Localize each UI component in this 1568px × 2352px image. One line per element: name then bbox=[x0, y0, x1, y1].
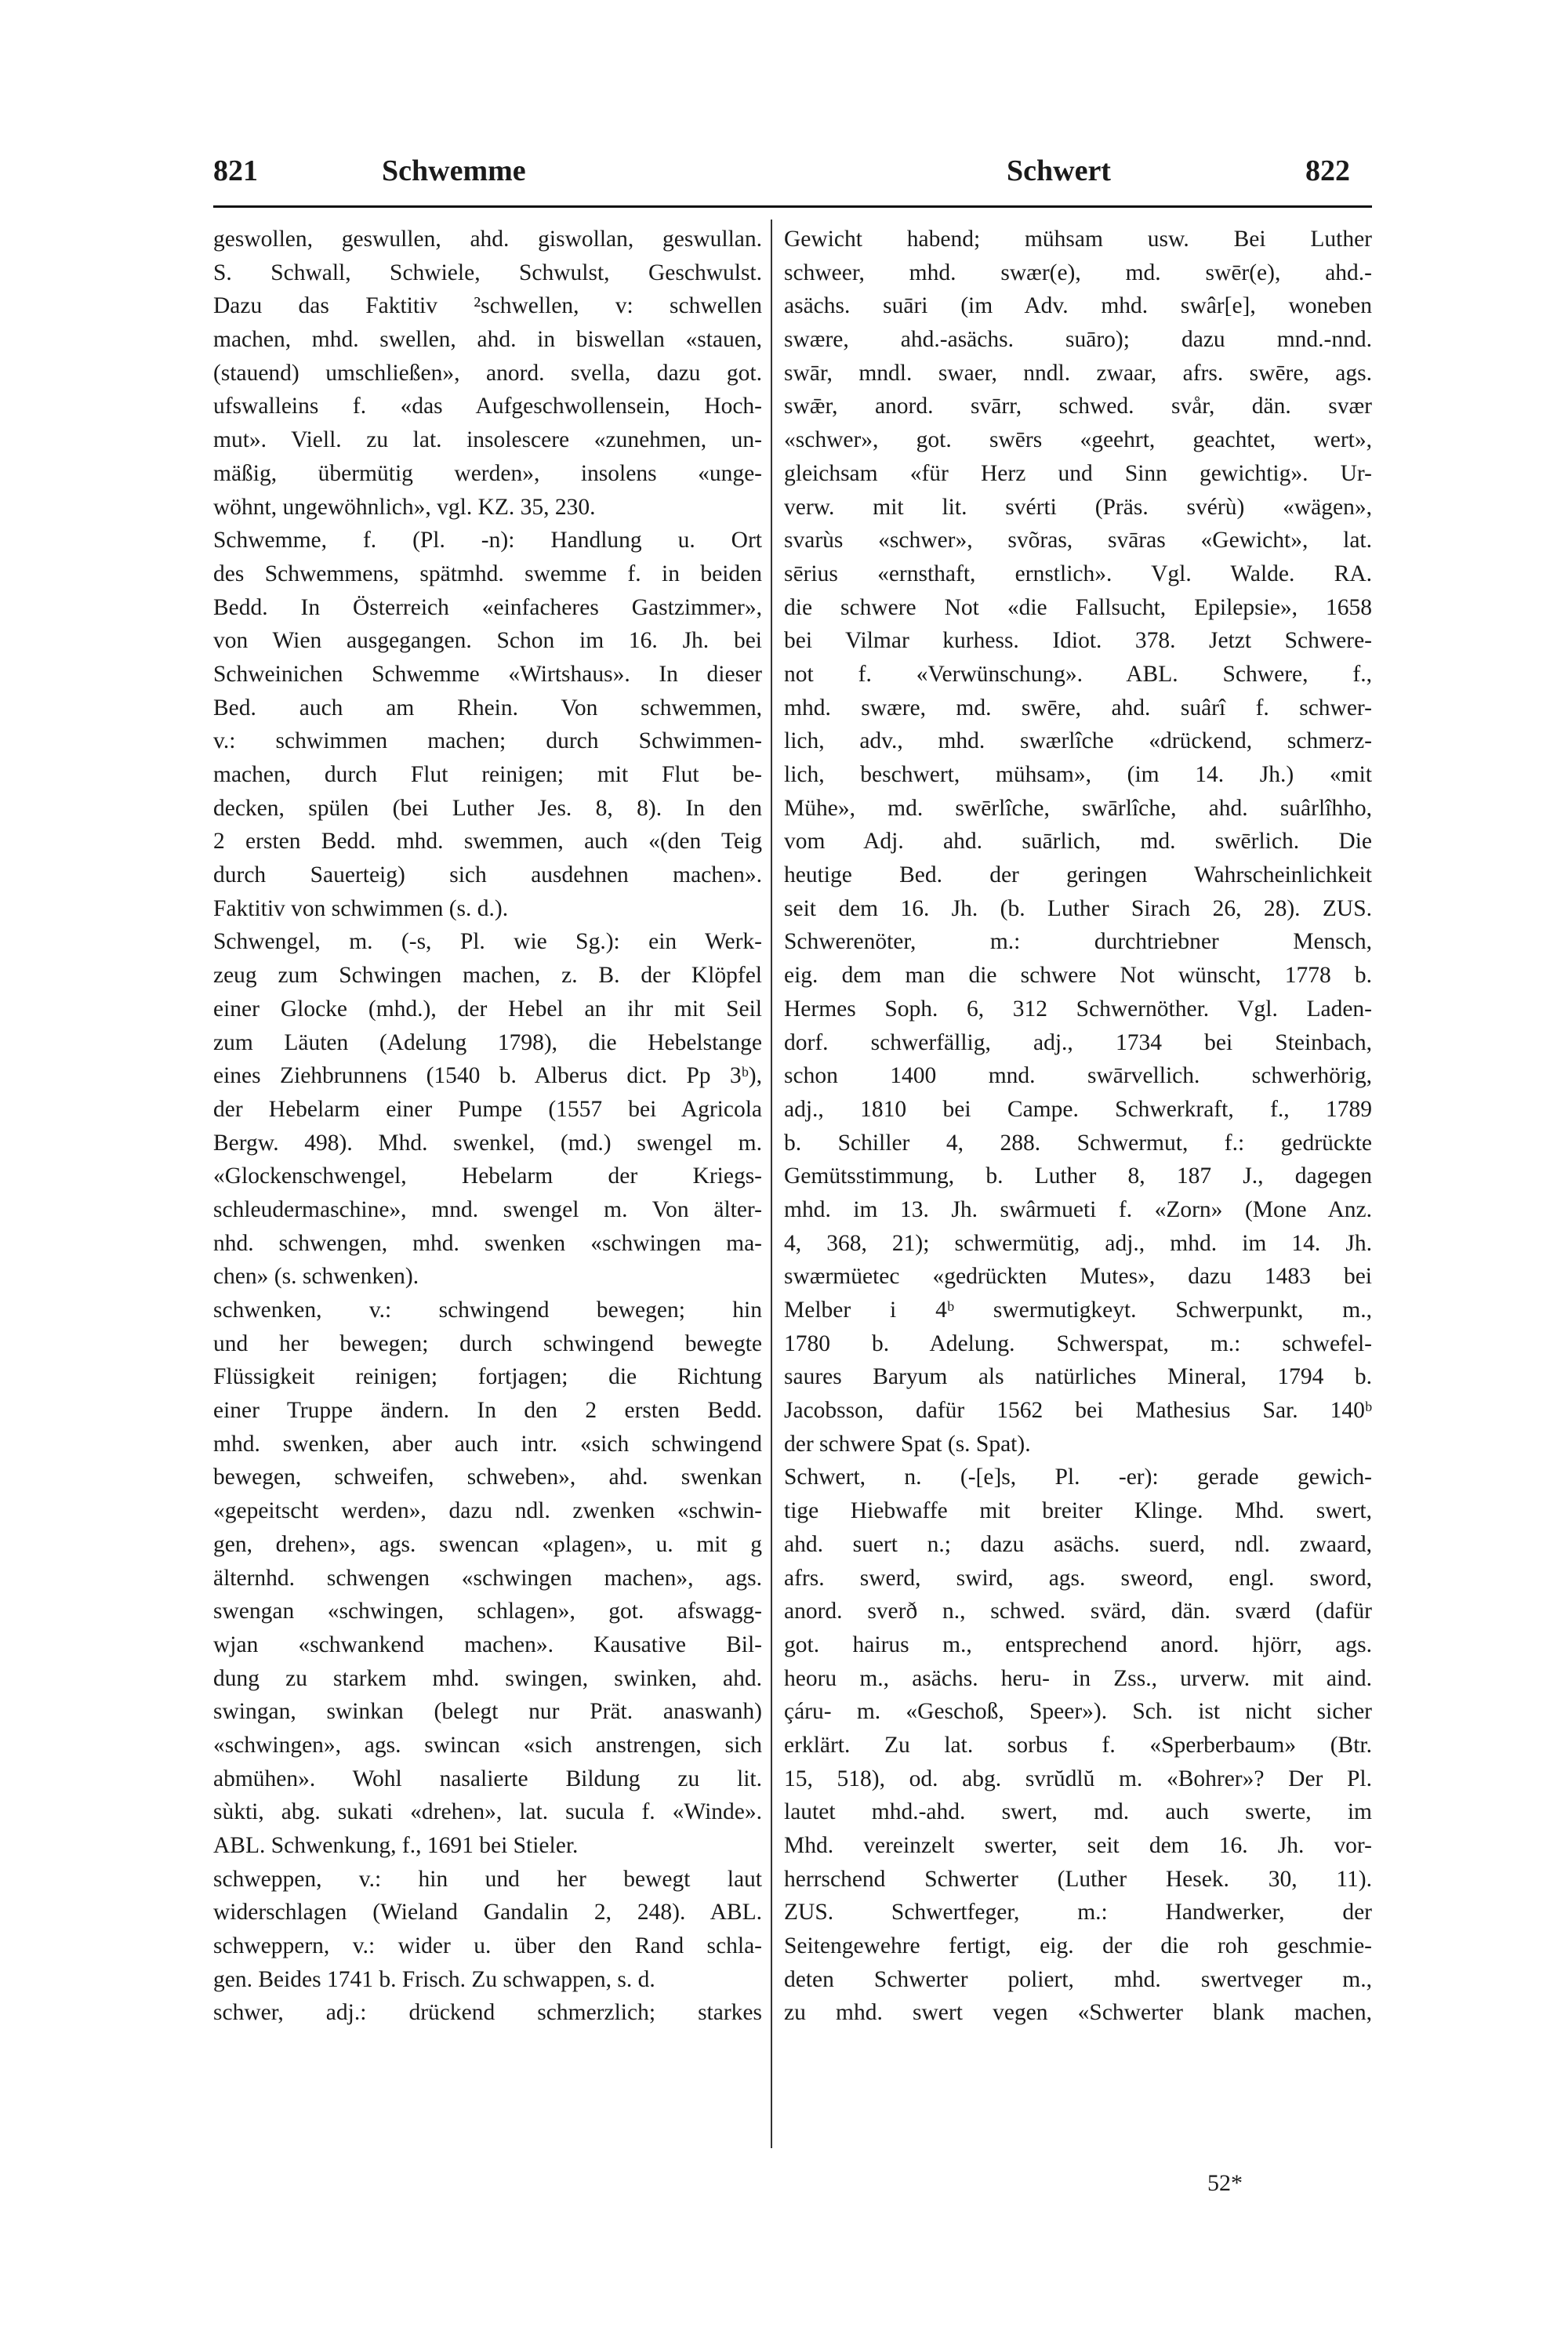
text-line: mut». Viell. zu lat. insolescere «zunehmen, un- bbox=[213, 427, 762, 453]
text-line: eines Ziehbrunnens (1540 b. Alberus dict. Pp 3ᵇ), bbox=[213, 1063, 762, 1089]
text-line: adj., 1810 bei Campe. Schwerkraft, f., 1789 bbox=[784, 1096, 1372, 1122]
text-line: nhd. schwengen, mhd. swenken «schwingen ma- bbox=[213, 1230, 762, 1256]
text-line: svarùs «schwer», svõras, svāras «Gewicht», lat. bbox=[784, 528, 1372, 554]
text-line: Bed. auch am Rhein. Von schwemmen, bbox=[213, 695, 762, 720]
text-line: Dazu das Faktitiv ²schwellen, v: schwellen bbox=[213, 293, 762, 319]
text-line: «schwingen», ags. swincan «sich anstrengen, sich bbox=[213, 1732, 762, 1758]
text-line: geswollen, geswullen, ahd. giswollan, geswullan. bbox=[213, 227, 762, 252]
text-line: 4, 368, 21); schwermütig, adj., mhd. im 14. Jh. bbox=[784, 1230, 1372, 1256]
text-line: 15, 518), od. abg. svrŭdlŭ m. «Bohrer»? Der Pl. bbox=[784, 1766, 1372, 1791]
text-line: swengan «schwingen, schlagen», got. afswagg- bbox=[213, 1599, 762, 1624]
text-line: Melber i 4ᵇ swermutigkeyt. Schwerpunkt, m., bbox=[784, 1298, 1372, 1323]
text-line: Gewicht habend; mühsam usw. Bei Luther bbox=[784, 227, 1372, 252]
text-line: Schwerenöter, m.: durchtriebner Mensch, bbox=[784, 929, 1372, 955]
left-running-title: Schwemme bbox=[382, 154, 526, 187]
text-line: tige Hiebwaffe mit breiter Klinge. Mhd. swert, bbox=[784, 1498, 1372, 1524]
text-line: Faktitiv von schwimmen (s. d.). bbox=[213, 895, 509, 921]
text-line: b. Schiller 4, 288. Schwermut, f.: gedrückte bbox=[784, 1130, 1372, 1156]
text-line: «Glockenschwengel, Hebelarm der Kriegs- bbox=[213, 1163, 762, 1189]
text-line: mhd. im 13. Jh. swârmueti f. «Zorn» (Mone Anz. bbox=[784, 1196, 1372, 1222]
text-line: schweer, mhd. swær(e), md. swēr(e), ahd.- bbox=[784, 260, 1372, 285]
text-line: gen, drehen», ags. swencan «plagen», u. mit g bbox=[213, 1531, 762, 1557]
text-line: çáru- m. «Geschoß, Speer»). Sch. ist nicht sicher bbox=[784, 1699, 1372, 1725]
text-line: bewegen, schweifen, schweben», ahd. swenkan bbox=[213, 1465, 762, 1490]
text-line: swingan, swinkan (belegt nur Prät. anaswanh) bbox=[213, 1699, 762, 1725]
text-line: die schwere Not «die Fallsucht, Epilepsie», 1658 bbox=[784, 594, 1372, 620]
text-line: 2 ersten Bedd. mhd. swemmen, auch «(den Teig bbox=[213, 829, 762, 855]
text-line: seit dem 16. Jh. (b. Luther Sirach 26, 28). ZUS. bbox=[784, 895, 1372, 921]
text-line: wöhnt, ungewöhnlich», vgl. KZ. 35, 230. bbox=[213, 494, 596, 520]
text-line: saures Baryum als natürliches Mineral, 1794 b. bbox=[784, 1364, 1372, 1390]
text-line: Mühe», md. swērlîche, swārlîche, ahd. suârlîhho, bbox=[784, 795, 1372, 821]
text-line: vom Adj. ahd. suārlich, md. swērlich. Die bbox=[784, 829, 1372, 855]
text-line: ABL. Schwenkung, f., 1691 bei Stieler. bbox=[213, 1833, 579, 1858]
text-line: Schwert, n. (-[e]s, Pl. -er): gerade gewich- bbox=[784, 1465, 1372, 1490]
text-line: von Wien ausgegangen. Schon im 16. Jh. bei bbox=[213, 628, 762, 654]
text-line: deten Schwerter poliert, mhd. swertveger m., bbox=[784, 1966, 1372, 1992]
running-header bbox=[213, 154, 1374, 201]
left-page-number: 821 bbox=[213, 154, 258, 187]
text-line: verw. mit lit. svérti (Präs. svérù) «wägen», bbox=[784, 494, 1372, 520]
text-line: einer Truppe ändern. In den 2 ersten Bedd. bbox=[213, 1398, 762, 1424]
text-line: des Schwemmens, spätmhd. swemme f. in beiden bbox=[213, 561, 762, 586]
text-line: schwer, adj.: drückend schmerzlich; starkes bbox=[213, 2000, 762, 2026]
left-column bbox=[213, 223, 762, 2030]
text-line: decken, spülen (bei Luther Jes. 8, 8). In den bbox=[213, 795, 762, 821]
text-line: mhd. swenken, aber auch intr. «sich schwingend bbox=[213, 1431, 762, 1457]
text-line: ZUS. Schwertfeger, m.: Handwerker, der bbox=[784, 1900, 1372, 1926]
right-page-number: 822 bbox=[1305, 154, 1350, 187]
text-line: swǣr, anord. svārr, schwed. svår, dän. svær bbox=[784, 394, 1372, 419]
text-line: gleichsam «für Herz und Sinn gewichtig». Ur- bbox=[784, 460, 1372, 486]
text-line: Jacobsson, dafür 1562 bei Mathesius Sar. 140ᵇ bbox=[784, 1398, 1372, 1424]
text-line: gen. Beides 1741 b. Frisch. Zu schwappen, s. d. bbox=[213, 1966, 655, 1992]
text-line: widerschlagen (Wieland Gandalin 2, 248). ABL. bbox=[213, 1900, 762, 1926]
text-line: machen, mhd. swellen, ahd. in biswellan «stauen, bbox=[213, 327, 762, 353]
text-line: lich, beschwert, mühsam», (im 14. Jh.) «mit bbox=[784, 762, 1372, 787]
text-line: schon 1400 mnd. swārvellich. schwerhörig, bbox=[784, 1063, 1372, 1089]
text-line: schwenken, v.: schwingend bewegen; hin bbox=[213, 1298, 762, 1323]
text-line: 1780 b. Adelung. Schwerspat, m.: schwefel- bbox=[784, 1330, 1372, 1356]
text-line: not f. «Verwünschung». ABL. Schwere, f., bbox=[784, 661, 1372, 687]
signature-mark: 52* bbox=[1207, 2170, 1243, 2196]
header-rule bbox=[213, 205, 1372, 208]
text-line: asächs. suāri (im Adv. mhd. swâr[e], woneben bbox=[784, 293, 1372, 319]
text-line: swār, mndl. swaer, nndl. zwaar, afrs. swēre, ags. bbox=[784, 360, 1372, 386]
text-line: durch Sauerteig) sich ausdehnen machen». bbox=[213, 862, 762, 888]
text-line: einer Glocke (mhd.), der Hebel an ihr mit Seil bbox=[213, 996, 762, 1022]
text-line: abmühen». Wohl nasalierte Bildung zu lit. bbox=[213, 1766, 762, 1791]
text-line: schleudermaschine», mnd. swengel m. Von älter- bbox=[213, 1196, 762, 1222]
text-line: heutige Bed. der geringen Wahrscheinlichkeit bbox=[784, 862, 1372, 888]
text-line: mäßig, übermütig werden», insolens «unge- bbox=[213, 460, 762, 486]
text-line: Mhd. vereinzelt swerter, seit dem 16. Jh. vor- bbox=[784, 1833, 1372, 1858]
text-line: mhd. swære, md. swēre, ahd. suârî f. schwer- bbox=[784, 695, 1372, 720]
text-line: dorf. schwerfällig, adj., 1734 bei Steinbach, bbox=[784, 1029, 1372, 1055]
text-line: wjan «schwankend machen». Kausative Bil- bbox=[213, 1632, 762, 1657]
text-line: schweppern, v.: wider u. über den Rand schla- bbox=[213, 1933, 762, 1959]
text-line: swære, ahd.-asächs. suāro); dazu mnd.-nnd. bbox=[784, 327, 1372, 353]
text-line: älternhd. schwengen «schwingen machen», ags. bbox=[213, 1565, 762, 1591]
text-line: zum Läuten (Adelung 1798), die Hebelstange bbox=[213, 1029, 762, 1055]
text-line: lich, adv., mhd. swærlîche «drückend, schmerz- bbox=[784, 728, 1372, 754]
text-line: zu mhd. swert vegen «Schwerter blank machen, bbox=[784, 2000, 1372, 2026]
text-line: Bedd. In Österreich «einfacheres Gastzimmer», bbox=[213, 594, 762, 620]
text-line: Schweinichen Schwemme «Wirtshaus». In dieser bbox=[213, 661, 762, 687]
right-running-title: Schwert bbox=[1007, 154, 1111, 187]
text-line: v.: schwimmen machen; durch Schwimmen- bbox=[213, 728, 762, 754]
column-divider bbox=[771, 220, 772, 2148]
text-line: und her bewegen; durch schwingend bewegte bbox=[213, 1330, 762, 1356]
text-line: S. Schwall, Schwiele, Schwulst, Geschwulst. bbox=[213, 260, 762, 285]
text-line: «schwer», got. swērs «geehrt, geachtet, wert», bbox=[784, 427, 1372, 453]
text-line: ahd. suert n.; dazu asächs. suerd, ndl. zwaard, bbox=[784, 1531, 1372, 1557]
text-line: bei Vilmar kurhess. Idiot. 378. Jetzt Schwere- bbox=[784, 628, 1372, 654]
right-column bbox=[784, 223, 1372, 2030]
text-line: anord. sverð n., schwed. svärd, dän. sværd (dafür bbox=[784, 1599, 1372, 1624]
text-line: der schwere Spat (s. Spat). bbox=[784, 1431, 1031, 1457]
text-line: (stauend) umschließen», anord. svella, dazu got. bbox=[213, 360, 762, 386]
text-line: Hermes Soph. 6, 312 Schwernöther. Vgl. Laden- bbox=[784, 996, 1372, 1022]
text-line: zeug zum Schwingen machen, z. B. der Klöpfel bbox=[213, 963, 762, 989]
text-line: Schwemme, f. (Pl. -n): Handlung u. Ort bbox=[213, 528, 762, 554]
text-line: schweppen, v.: hin und her bewegt laut bbox=[213, 1866, 762, 1892]
text-line: erklärt. Zu lat. sorbus f. «Sperberbaum» (Btr. bbox=[784, 1732, 1372, 1758]
text-line: Flüssigkeit reinigen; fortjagen; die Richtung bbox=[213, 1364, 762, 1390]
text-line: lautet mhd.-ahd. swert, md. auch swerte, im bbox=[784, 1799, 1372, 1825]
text-line: sērius «ernsthaft, ernstlich». Vgl. Walde. RA. bbox=[784, 561, 1372, 586]
text-line: herrschend Schwerter (Luther Hesek. 30, 11). bbox=[784, 1866, 1372, 1892]
text-line: Bergw. 498). Mhd. swenkel, (md.) swengel m. bbox=[213, 1130, 762, 1156]
text-line: sùkti, abg. sukati «drehen», lat. sucula f. «Winde». bbox=[213, 1799, 762, 1825]
text-line: heoru m., asächs. heru- in Zss., urverw. mit aind. bbox=[784, 1665, 1372, 1691]
text-line: swærmüetec «gedrückten Mutes», dazu 1483 bei bbox=[784, 1264, 1372, 1290]
text-line: chen» (s. schwenken). bbox=[213, 1264, 419, 1290]
text-line: Schwengel, m. (-s, Pl. wie Sg.): ein Werk- bbox=[213, 929, 762, 955]
text-line: eig. dem man die schwere Not wünscht, 1778 b. bbox=[784, 963, 1372, 989]
text-line: Gemütsstimmung, b. Luther 8, 187 J., dagegen bbox=[784, 1163, 1372, 1189]
text-line: machen, durch Flut reinigen; mit Flut be- bbox=[213, 762, 762, 787]
text-line: got. hairus m., entsprechend anord. hjörr, ags. bbox=[784, 1632, 1372, 1657]
text-line: afrs. swerd, swird, ags. sweord, engl. sword, bbox=[784, 1565, 1372, 1591]
text-line: der Hebelarm einer Pumpe (1557 bei Agricola bbox=[213, 1096, 762, 1122]
text-line: «gepeitscht werden», dazu ndl. zwenken «schwin- bbox=[213, 1498, 762, 1524]
text-line: ufswalleins f. «das Aufgeschwollensein, Hoch- bbox=[213, 394, 762, 419]
text-line: Seitengewehre fertigt, eig. der die roh geschmie- bbox=[784, 1933, 1372, 1959]
text-line: dung zu starkem mhd. swingen, swinken, ahd. bbox=[213, 1665, 762, 1691]
